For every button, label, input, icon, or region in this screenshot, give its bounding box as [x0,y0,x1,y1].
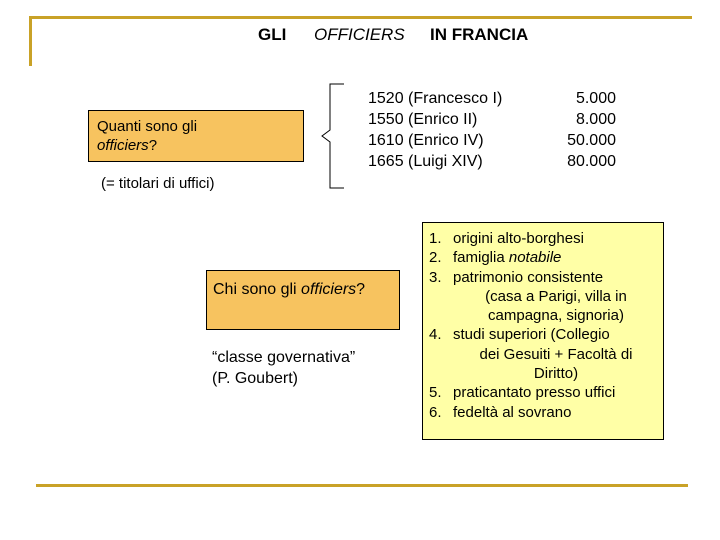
title-gli: GLI [258,25,287,44]
list-text: (casa a Parigi, villa in [485,287,627,305]
list-text: patrimonio consistente [453,268,604,286]
list-text: famiglia [453,249,509,267]
question-box [88,110,304,162]
list-item [429,325,659,383]
list-text-italic: notabile [508,249,562,267]
list-item [429,268,659,326]
timeline-year: 1610 (Enrico IV) [368,132,484,149]
timeline-count: 5.000 [575,90,616,107]
titolari-note: (= titolari di uffici) [101,175,215,192]
who-box [206,270,400,330]
classe-line1: “classe governativa” [212,349,356,366]
list-number: 1. [429,230,442,247]
question-suffix: ? [148,137,158,154]
timeline-count: 50.000 [567,132,616,149]
list-text: praticantato presso uffici [453,384,616,402]
classe-governativa [212,347,355,389]
timeline-years [368,88,502,172]
list-number: 5. [429,384,442,402]
curly-brace [320,82,350,190]
list-text: dei Gesuiti + Facoltà di [479,345,633,363]
list-text: Diritto) [533,365,579,383]
who-prefix: Chi sono gli [213,281,302,298]
list-text: studi superiori (Collegio [453,326,610,344]
list-item [429,229,659,248]
list-number: 2. [429,249,442,267]
list-text: origini alto-borghesi [453,230,584,247]
list-number: 4. [429,326,442,344]
list-item [429,383,659,402]
classe-line2: (P. Goubert) [212,370,298,387]
who-italic: officiers [301,281,357,298]
list-text: campagna, signoria) [488,307,624,325]
list-item [429,248,659,267]
timeline-year: 1520 (Francesco I) [368,90,503,107]
title-in-francia: IN FRANCIA [430,25,529,44]
features-box [422,222,664,440]
list-item [429,403,659,422]
list-text: fedeltà al sovrano [453,403,572,421]
list-number: 3. [429,268,442,286]
who-suffix: ? [356,281,366,298]
timeline-count: 80.000 [567,153,616,170]
question-prefix: Quanti sono gli [97,118,198,135]
list-number: 6. [429,403,442,421]
timeline-counts [548,88,616,172]
left-rule [29,16,32,66]
top-rule [32,16,692,19]
timeline-year: 1665 (Luigi XIV) [368,153,483,170]
timeline-count: 8.000 [575,111,616,128]
title-officiers: OFFICIERS [314,25,405,44]
question-italic: officiers [97,137,149,154]
timeline-year: 1550 (Enrico II) [368,111,478,128]
bottom-rule [36,484,688,487]
